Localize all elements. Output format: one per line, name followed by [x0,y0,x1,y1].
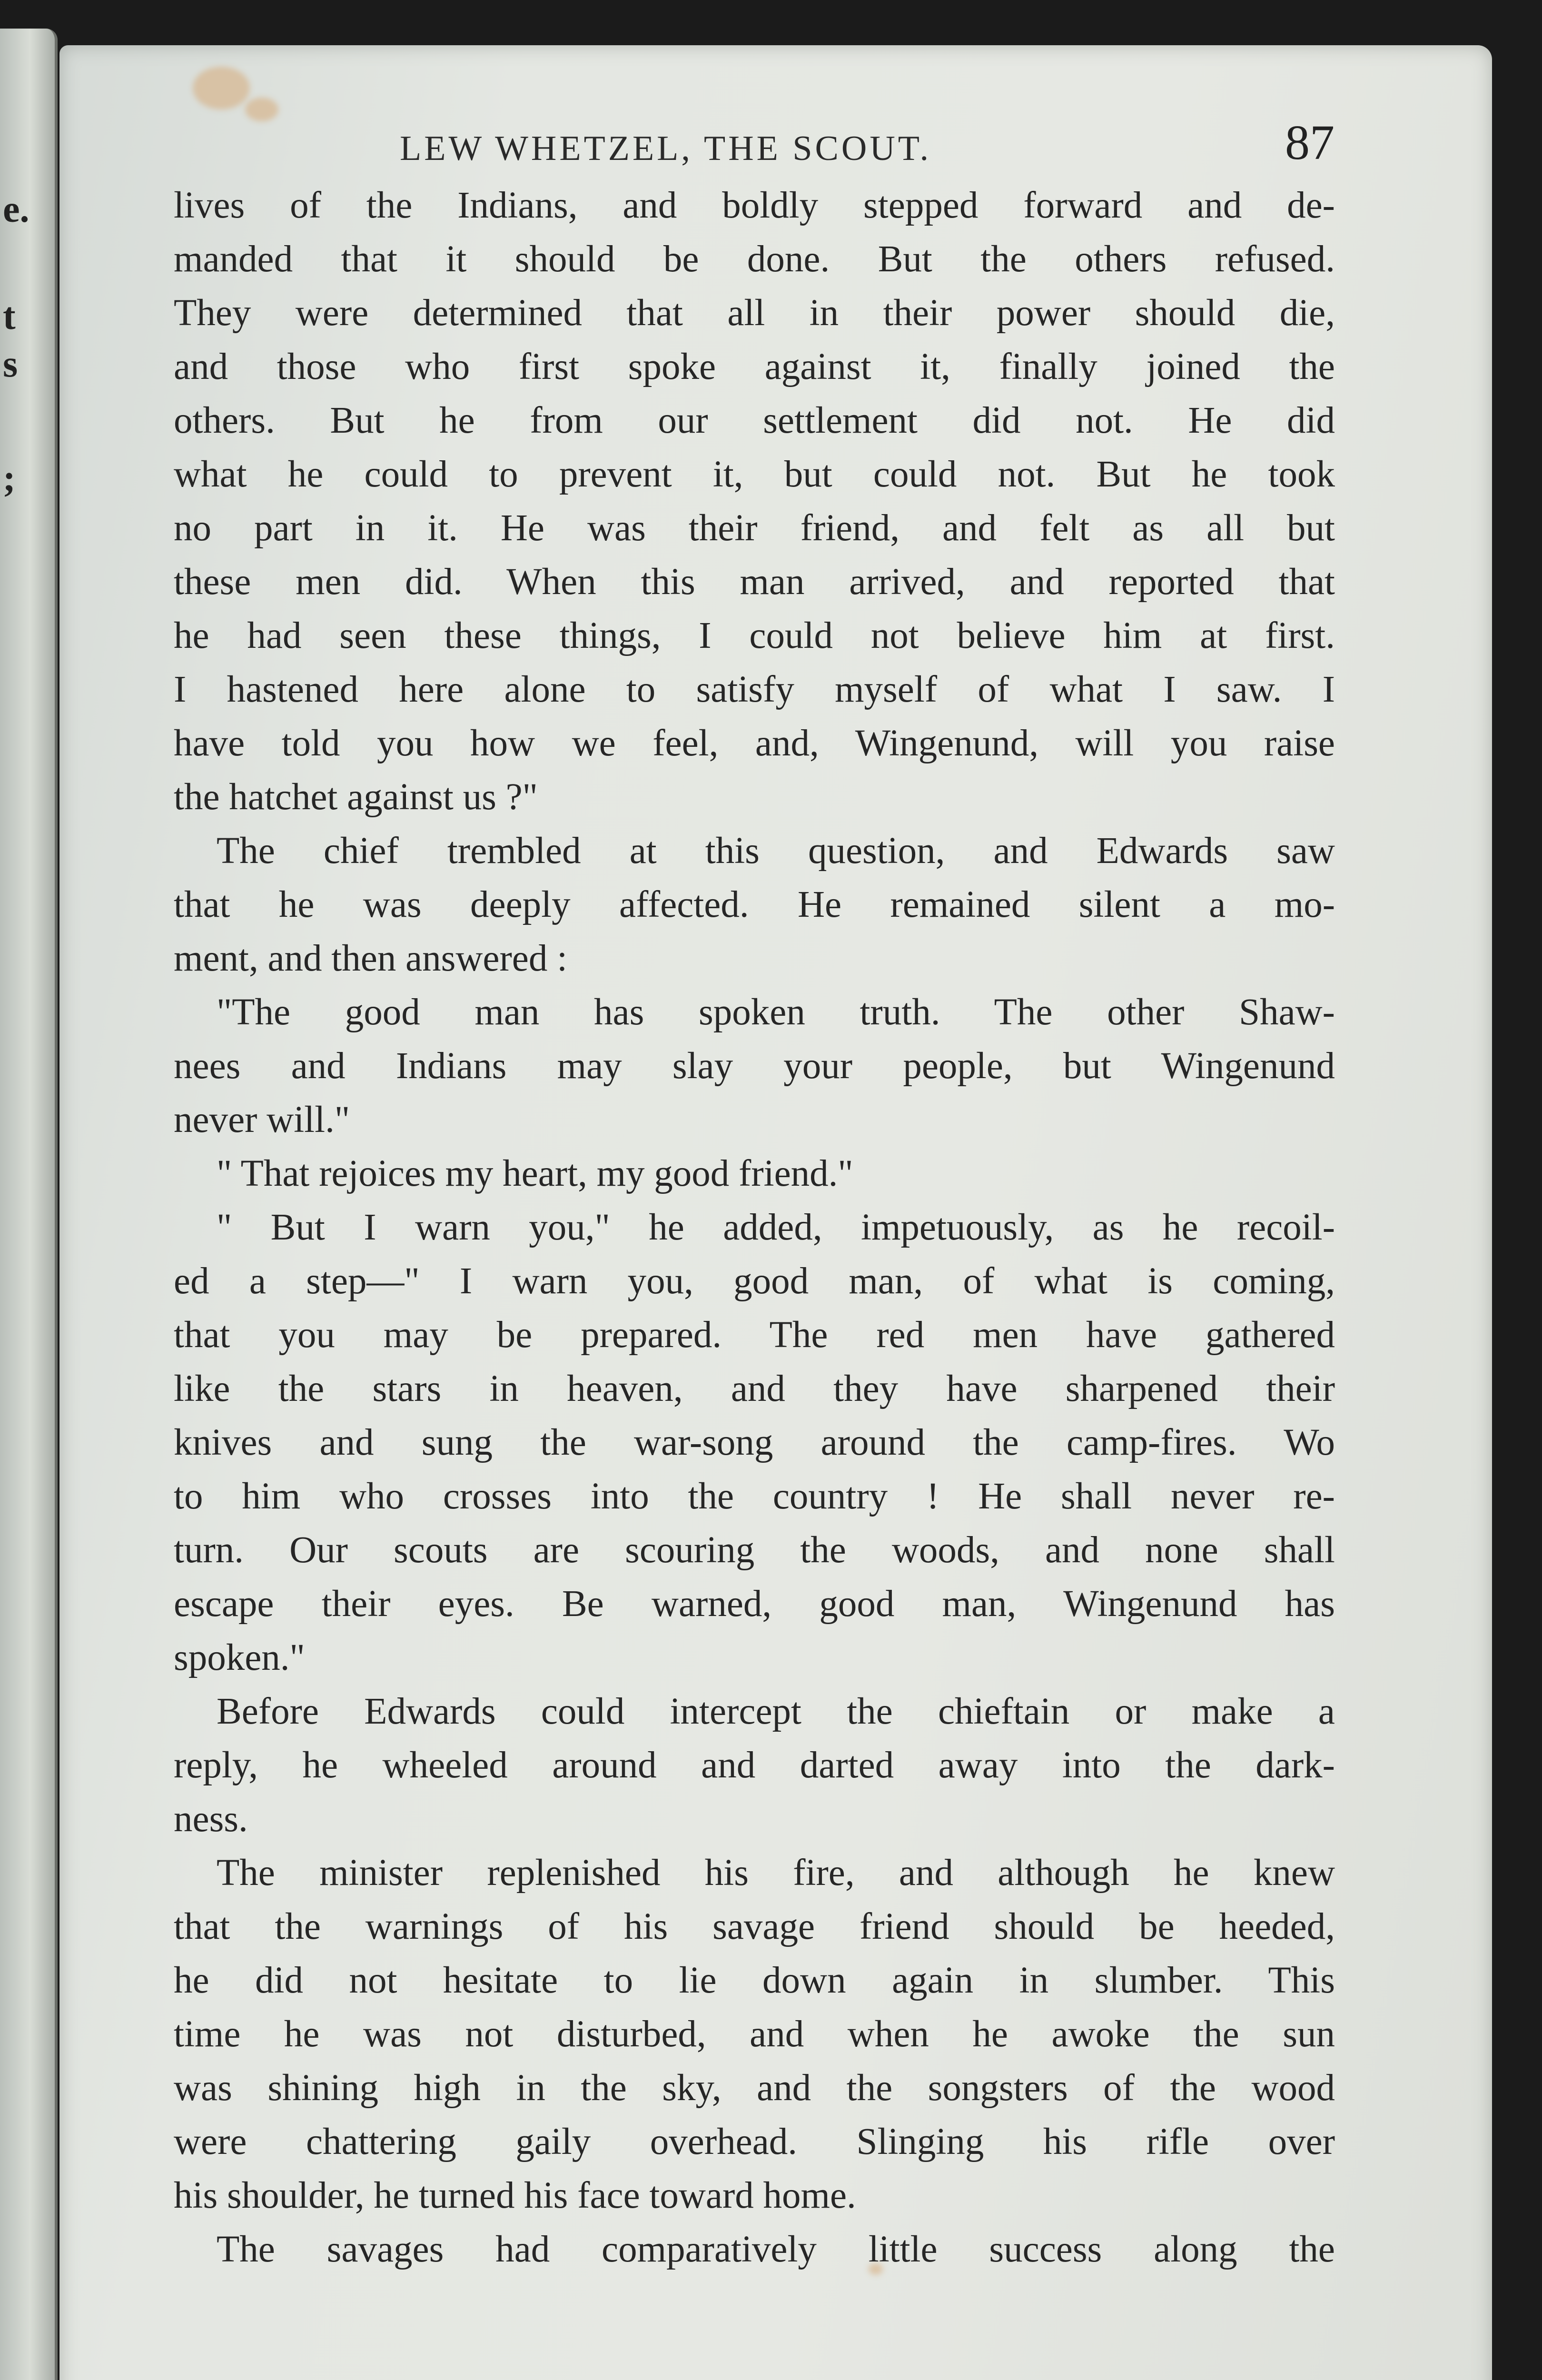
text-line: that the warnings of his savage friend should be heeded, [174,1906,1335,1947]
page-stain [193,67,250,109]
previous-page-fragment: s [3,343,18,385]
text-line: time he was not disturbed, and when he awoke the sun [174,2013,1335,2055]
previous-page-edge [0,29,58,2380]
previous-page-fragment: ; [3,457,16,499]
text-line: that he was deeply affected. He remained silent a mo- [174,884,1335,925]
text-line: others. But he from our settlement did not. He did [174,400,1335,441]
previous-page-fragment: t [3,296,16,337]
text-line: like the stars in heaven, and they have sharpened their [174,1368,1335,1409]
text-line: that you may be prepared. The red men have gathered [174,1314,1335,1356]
text-line: spoken." [174,1637,305,1678]
text-line: were chattering gaily overhead. Slinging his rifle over [174,2121,1335,2162]
text-line: never will." [174,1099,350,1140]
text-line: knives and sung the war-song around the camp-fires. Wo [174,1422,1335,1463]
previous-page-fragment: e. [3,188,30,230]
text-line: what he could to prevent it, but could not. But he took [174,454,1335,495]
text-line: Before Edwards could intercept the chieftain or make a [217,1691,1335,1732]
text-line: was shining high in the sky, and the songsters of the wood [174,2067,1335,2109]
text-line: turn. Our scouts are scouring the woods, and none shall [174,1529,1335,1571]
page-number: 87 [1285,115,1334,170]
text-line: I hastened here alone to satisfy myself of what I saw. I [174,669,1335,710]
text-line: ed a step—" I warn you, good man, of what is coming, [174,1260,1335,1302]
text-line: he did not hesitate to lie down again in slumber. This [174,1960,1335,2001]
text-line: have told you how we feel, and, Wingenund, will you raise [174,723,1335,764]
running-head: LEW WHETZEL, THE SCOUT. [400,129,931,168]
text-line: escape their eyes. Be warned, good man, Wingenund has [174,1583,1335,1625]
text-line: manded that it should be done. But the others refused. [174,238,1335,280]
body-text [174,178,1335,2276]
text-line: The minister replenished his fire, and although he knew [217,1852,1335,1894]
text-line: ment, and then answered : [174,938,568,979]
text-line: ness. [174,1798,248,1840]
text-line: no part in it. He was their friend, and felt as all but [174,507,1335,549]
text-line: reply, he wheeled around and darted away into the dark- [174,1745,1335,1786]
text-line: " But I warn you," he added, impetuously, as he recoil- [217,1207,1335,1248]
text-line: "The good man has spoken truth. The other Shaw- [217,992,1335,1033]
text-line: lives of the Indians, and boldly stepped forward and de- [174,185,1335,226]
text-line: and those who first spoke against it, finally joined the [174,346,1335,387]
text-line: his shoulder, he turned his face toward home. [174,2175,856,2216]
text-line: nees and Indians may slay your people, but Wingenund [174,1045,1335,1087]
text-line: he had seen these things, I could not believe him at first. [174,615,1335,656]
text-line: The chief trembled at this question, and Edwards saw [217,830,1335,872]
text-line: " That rejoices my heart, my good friend." [217,1153,853,1194]
text-line: the hatchet against us ?" [174,776,538,818]
text-line: these men did. When this man arrived, and reported that [174,561,1335,603]
text-line: They were determined that all in their power should die, [174,292,1335,334]
text-line: The savages had comparatively little success along the [217,2229,1335,2270]
page-stain [245,98,278,121]
text-line: to him who crosses into the country ! He shall never re- [174,1476,1335,1517]
